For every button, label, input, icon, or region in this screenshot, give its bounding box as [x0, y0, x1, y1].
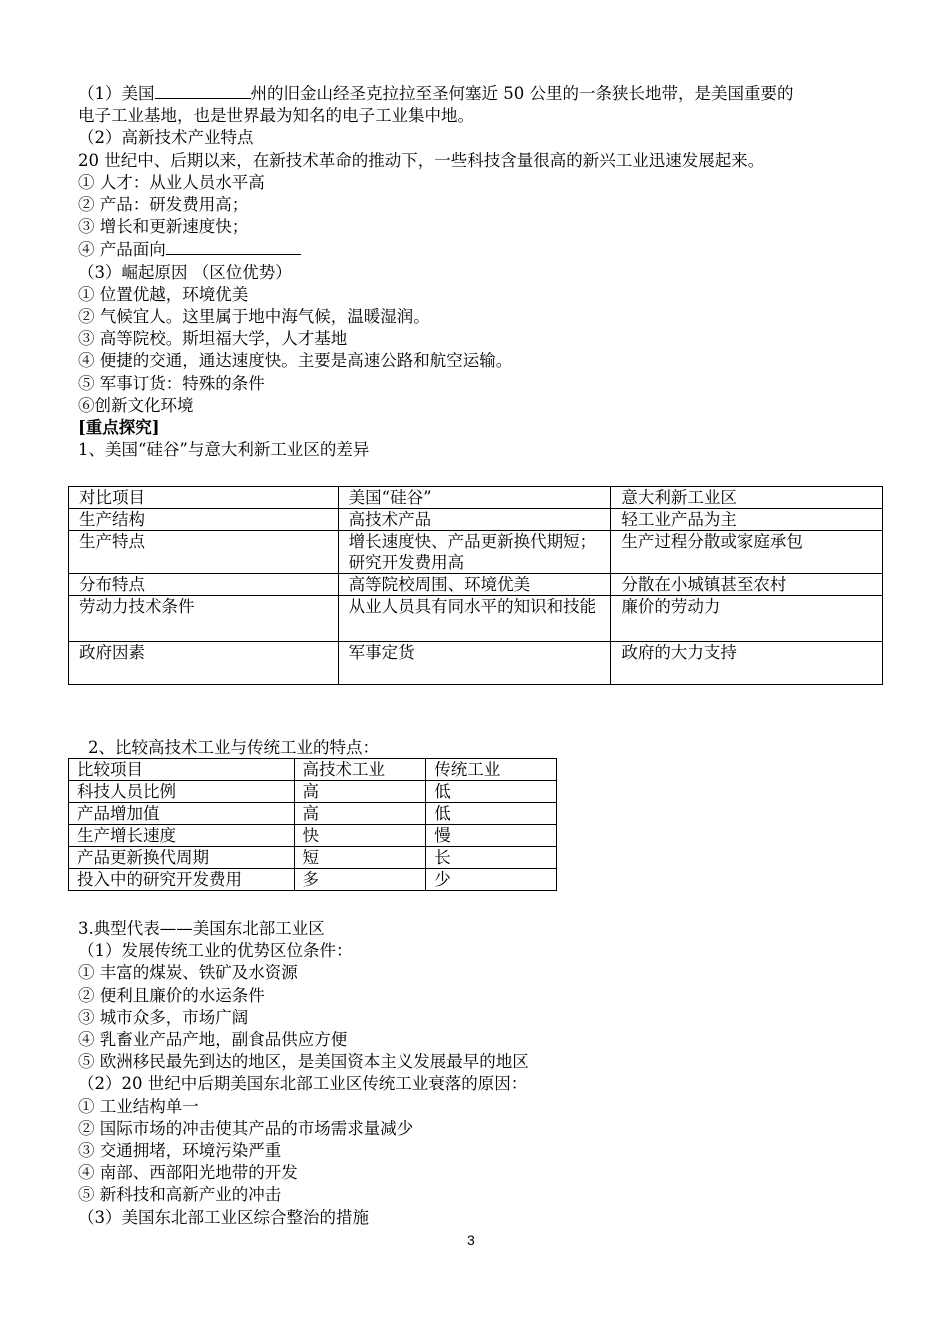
subheading: （2）20 世纪中后期美国东北部工业区传统工业衰落的原因： [78, 1074, 528, 1094]
subheading: 3.典型代表——美国东北部工业区 [78, 919, 325, 938]
table-row [69, 509, 883, 531]
table-cell: 劳动力技术条件 [69, 596, 339, 642]
table-cell: 低 [426, 803, 557, 825]
text-line [78, 82, 878, 105]
table-cell: 短 [294, 847, 426, 869]
top-section [78, 82, 878, 461]
table-row [69, 531, 883, 574]
list-item [78, 238, 878, 261]
table-cell: 生产过程分散或家庭承包 [611, 531, 883, 574]
table-header-cell: 意大利新工业区 [611, 487, 883, 509]
page-number: 3 [467, 1232, 475, 1248]
list-item: ② 气候宜人。这里属于地中海气候，温暖湿润。 [78, 307, 430, 327]
table-cell: 快 [294, 825, 426, 847]
list-item: ⑤ 新科技和高新产业的冲击 [78, 1185, 282, 1205]
table-row [69, 803, 557, 825]
question-title: 2、比较高技术工业与传统工业的特点： [88, 738, 379, 757]
table-row [69, 825, 557, 847]
table-cell: 慢 [426, 825, 557, 847]
table-header-cell: 高技术工业 [294, 759, 426, 781]
list-item: ④ 乳畜业产品产地，副食品供应方便 [78, 1030, 348, 1050]
table-cell: 从业人员具有同水平的知识和技能 [338, 596, 611, 642]
list-item: ③ 交通拥堵，环境污染严重 [78, 1141, 282, 1161]
list-item: ④ 便捷的交通，通达速度快。主要是高速公路和航空运输。 [78, 351, 513, 371]
table-header-row [69, 487, 883, 509]
table-cell: 增长速度快、产品更新换代期短；研究开发费用高 [338, 531, 611, 574]
table-header-cell: 对比项目 [69, 487, 339, 509]
table-row [69, 847, 557, 869]
list-item: ⑤ 欧洲移民最先到达的地区，是美国资本主义发展最早的地区 [78, 1052, 529, 1072]
subheading: （1）发展传统工业的优势区位条件： [78, 941, 353, 961]
subheading: （3）崛起原因 （区位优势） [78, 262, 292, 282]
text-fragment: ④ 产品面向 [78, 240, 166, 260]
comparison-table-hightech-traditional [68, 758, 557, 891]
comparison-table-silicon-valley-italy [68, 486, 883, 685]
table-cell: 政府因素 [69, 642, 339, 685]
list-item: ① 人才：从业人员水平高 [78, 172, 265, 192]
list-item: ③ 高等院校。斯坦福大学，人才基地 [78, 329, 348, 349]
table-header-row [69, 759, 557, 781]
list-item: ① 丰富的煤炭、铁矿及水资源 [78, 963, 298, 983]
list-item: ③ 城市众多，市场广阔 [78, 1007, 249, 1027]
fill-in-blank [166, 238, 301, 255]
table-row [69, 642, 883, 685]
table-cell: 高等院校周围、环境优美 [338, 574, 611, 596]
table-cell: 生产增长速度 [69, 825, 295, 847]
table-cell: 高技术产品 [338, 509, 611, 531]
table-row [69, 869, 557, 891]
table-cell: 高 [294, 803, 426, 825]
table-row [69, 596, 883, 642]
table-row [69, 781, 557, 803]
subheading: （2）高新技术产业特点 [78, 128, 254, 148]
text-fragment: 州的旧金山经圣克拉拉至圣何塞近 50 公里的一条狭长地带，是美国重要的 [250, 84, 794, 103]
bottom-section [78, 918, 529, 1229]
list-item: ② 产品：研发费用高； [78, 195, 249, 215]
table-cell: 产品更新换代周期 [69, 847, 295, 869]
table-header-cell: 比较项目 [69, 759, 295, 781]
table-header-cell: 传统工业 [426, 759, 557, 781]
question-title: 1、美国“硅谷”与意大利新工业区的差异 [78, 440, 370, 460]
list-item: ① 工业结构单一 [78, 1096, 199, 1116]
fill-in-blank [155, 82, 251, 99]
table-cell: 高 [294, 781, 426, 803]
table-cell: 长 [426, 847, 557, 869]
text-line: 20 世纪中、后期以来，在新技术革命的推动下，一些科技含量很高的新兴工业迅速发展起来。 [78, 150, 765, 170]
table-cell: 多 [294, 869, 426, 891]
table-cell: 分布特点 [69, 574, 339, 596]
table-cell: 科技人员比例 [69, 781, 295, 803]
table-cell: 轻工业产品为主 [611, 509, 883, 531]
text-line: 电子工业基地，也是世界最为知名的电子工业集中地。 [78, 106, 474, 126]
list-item: ② 便利且廉价的水运条件 [78, 985, 265, 1005]
list-item: ① 位置优越，环境优美 [78, 284, 249, 304]
table-cell: 投入中的研究开发费用 [69, 869, 295, 891]
table-cell: 分散在小城镇甚至农村 [611, 574, 883, 596]
text-fragment: （1）美国 [78, 84, 155, 103]
subheading: （3）美国东北部工业区综合整治的措施 [78, 1207, 369, 1227]
list-item: ⑥创新文化环境 [78, 395, 194, 415]
table-cell: 廉价的劳动力 [611, 596, 883, 642]
table-cell: 生产特点 [69, 531, 339, 574]
table-cell: 少 [426, 869, 557, 891]
list-item: ② 国际市场的冲击使其产品的市场需求量减少 [78, 1118, 414, 1138]
table-row [69, 574, 883, 596]
list-item: ⑤ 军事订货：特殊的条件 [78, 373, 265, 393]
table-cell: 军事定货 [338, 642, 611, 685]
section-heading: [重点探究] [78, 418, 160, 438]
table-cell: 生产结构 [69, 509, 339, 531]
list-item: ④ 南部、西部阳光地带的开发 [78, 1163, 298, 1183]
table-cell: 产品增加值 [69, 803, 295, 825]
list-item: ③ 增长和更新速度快； [78, 217, 249, 237]
table-header-cell: 美国“硅谷” [338, 487, 611, 509]
table-cell: 政府的大力支持 [611, 642, 883, 685]
table-cell: 低 [426, 781, 557, 803]
